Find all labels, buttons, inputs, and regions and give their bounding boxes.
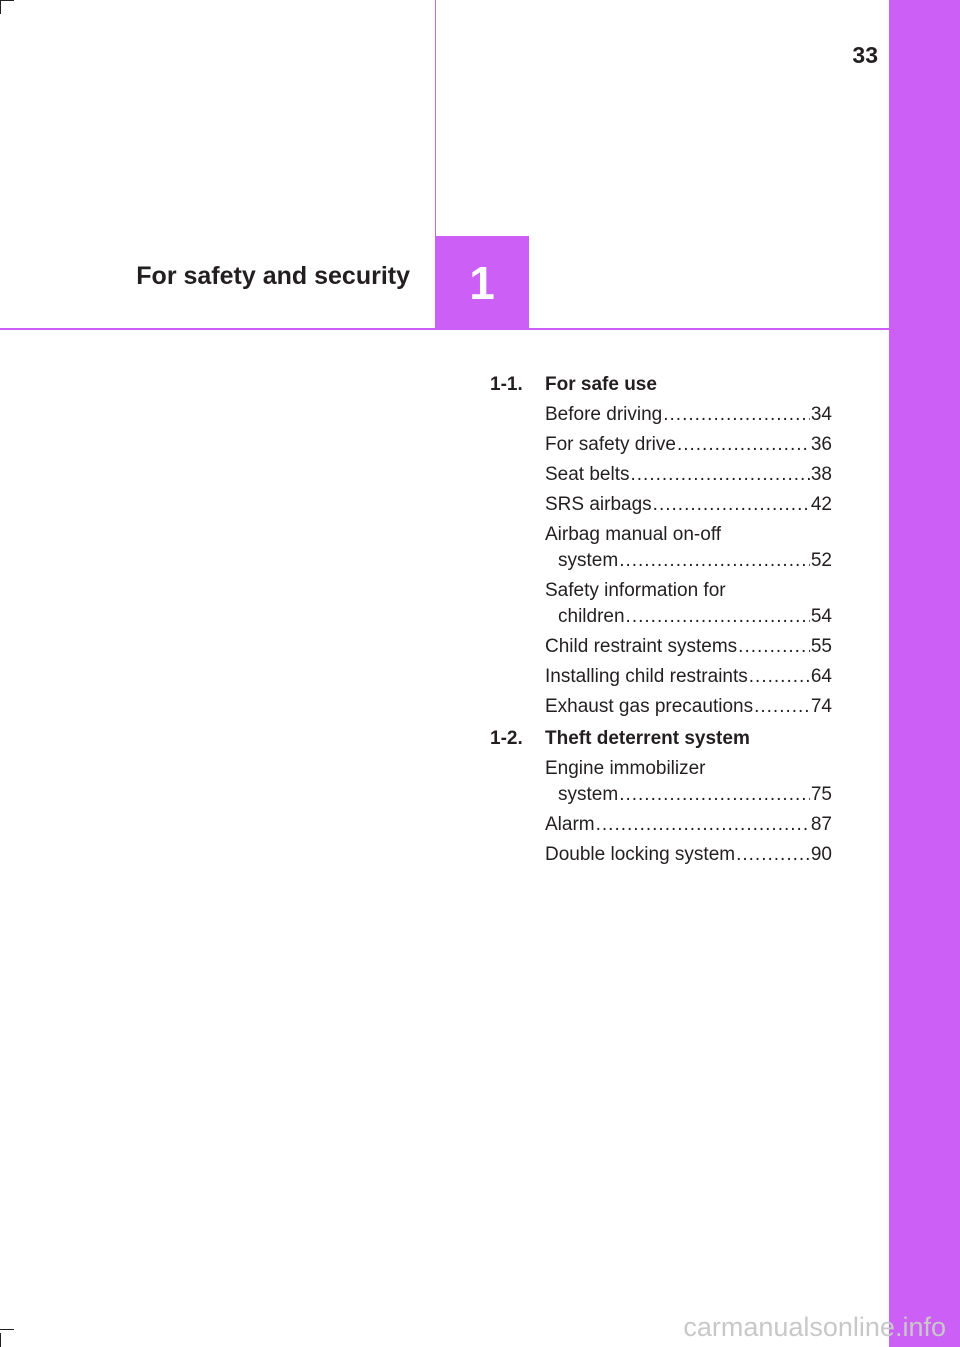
- toc-section-heading: [490, 372, 832, 398]
- toc-entry-line: [545, 664, 832, 690]
- toc-entry-title: For safety drive: [545, 434, 676, 455]
- crop-mark: [0, 0, 1, 14]
- toc-entry-page: 42: [810, 494, 832, 515]
- toc-entry-line: [545, 694, 832, 720]
- toc-entry-title: system: [558, 550, 619, 571]
- toc-entry-line: [545, 432, 832, 458]
- chapter-side-tab: [889, 0, 960, 1347]
- toc-entry[interactable]: [545, 462, 832, 488]
- dot-leader: [677, 432, 810, 458]
- toc-entry-title: Seat belts: [545, 464, 630, 485]
- toc-entry[interactable]: [545, 756, 832, 808]
- toc-entry-title: Double locking system: [545, 844, 736, 865]
- toc-entry-page: 64: [810, 666, 832, 687]
- chapter-number-box: [435, 236, 529, 329]
- dot-leader: [619, 782, 810, 808]
- table-of-contents: [490, 372, 832, 874]
- section-title: Theft deterrent system: [545, 728, 750, 749]
- dot-leader: [631, 462, 810, 488]
- toc-entry-title: Safety information for: [545, 580, 726, 601]
- toc-entry-line: [545, 492, 832, 518]
- dot-leader: [596, 812, 810, 838]
- dot-leader: [749, 664, 810, 690]
- toc-entry-line: [545, 462, 832, 488]
- toc-entry-page: 75: [810, 784, 832, 805]
- dot-leader: [619, 548, 810, 574]
- toc-entry-title: system: [558, 784, 619, 805]
- toc-entry[interactable]: [545, 842, 832, 868]
- toc-section: [490, 372, 832, 720]
- header-vertical-rule: [435, 0, 436, 236]
- toc-entry-title: Airbag manual on-off: [545, 524, 722, 545]
- crop-mark: [0, 1333, 1, 1347]
- toc-entry-page: 54: [810, 606, 832, 627]
- dot-leader: [653, 492, 810, 518]
- dot-leader: [754, 694, 810, 720]
- toc-entry-title: Before driving: [545, 404, 663, 425]
- toc-entry-page: 90: [810, 844, 832, 865]
- toc-section-heading: [490, 726, 832, 752]
- toc-section: [490, 726, 832, 868]
- section-number: 1-2.: [490, 728, 523, 749]
- toc-entry[interactable]: [545, 812, 832, 838]
- toc-entry-line: [545, 842, 832, 868]
- chapter-number: 1: [469, 256, 495, 309]
- crop-mark: [0, 0, 14, 1]
- watermark: carmanualsonline.info: [683, 1312, 946, 1342]
- dot-leader: [736, 842, 810, 868]
- toc-entry-title: Engine immobilizer: [545, 758, 706, 779]
- toc-entry-line: [545, 812, 832, 838]
- toc-entry-line: [545, 634, 832, 660]
- toc-entry-title: Installing child restraints: [545, 666, 748, 687]
- toc-entry-line: [545, 578, 832, 604]
- dot-leader: [663, 402, 810, 428]
- toc-entry-page: 38: [810, 464, 832, 485]
- toc-entry-page: 87: [810, 814, 832, 835]
- toc-entry-page: 36: [810, 434, 832, 455]
- toc-entry[interactable]: [545, 402, 832, 428]
- chapter-title: For safety and security: [136, 262, 410, 290]
- crop-mark: [0, 1329, 14, 1330]
- section-number: 1-1.: [490, 374, 523, 395]
- toc-entry[interactable]: [545, 634, 832, 660]
- toc-entry-line: [545, 782, 832, 808]
- toc-entry-line: [545, 402, 832, 428]
- toc-entry[interactable]: [545, 694, 832, 720]
- toc-entry-title: Child restraint systems: [545, 636, 738, 657]
- toc-entry-page: 34: [810, 404, 832, 425]
- toc-entry-line: [545, 604, 832, 630]
- toc-entry[interactable]: [545, 664, 832, 690]
- toc-entry[interactable]: [545, 432, 832, 458]
- toc-entry-line: [545, 756, 832, 782]
- toc-entry[interactable]: [545, 578, 832, 630]
- toc-entry-page: 52: [810, 550, 832, 571]
- dot-leader: [738, 634, 810, 660]
- toc-entry-line: [545, 522, 832, 548]
- toc-entry-title: SRS airbags: [545, 494, 652, 515]
- toc-entry-page: 74: [810, 696, 832, 717]
- toc-entry-title: Exhaust gas precautions: [545, 696, 754, 717]
- toc-entry-title: children: [558, 606, 625, 627]
- page-number: 33: [852, 42, 878, 68]
- toc-entry-line: [545, 548, 832, 574]
- section-title: For safe use: [545, 374, 657, 395]
- toc-entry-page: 55: [810, 636, 832, 657]
- dot-leader: [626, 604, 810, 630]
- toc-entry[interactable]: [545, 492, 832, 518]
- toc-entry-title: Alarm: [545, 814, 595, 835]
- toc-entry[interactable]: [545, 522, 832, 574]
